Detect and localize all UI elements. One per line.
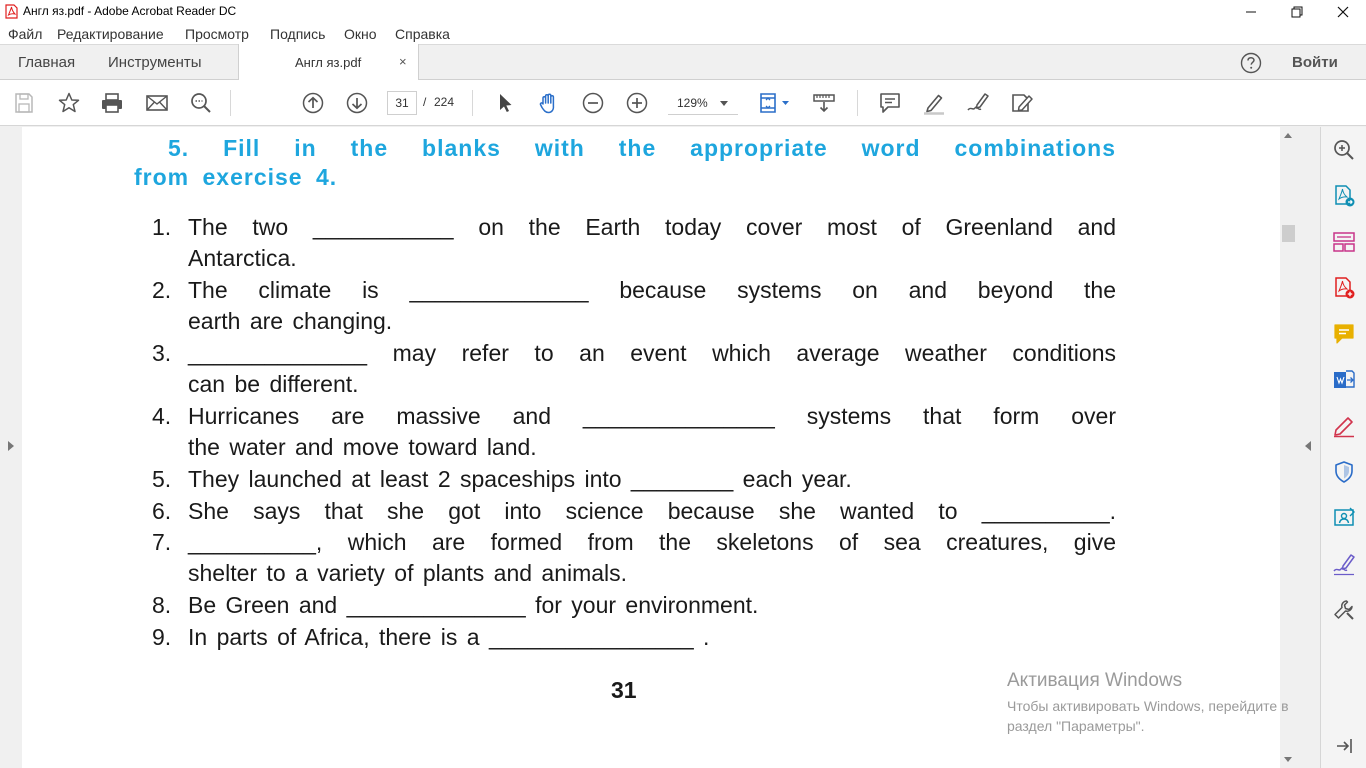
export-convert-icon[interactable] xyxy=(1332,368,1356,392)
scrolling-mode-icon[interactable] xyxy=(812,91,836,115)
item-text: In parts of Africa, there is a ________________ . xyxy=(188,624,710,650)
tab-document[interactable] xyxy=(238,44,419,81)
bookmark-star-icon[interactable] xyxy=(57,91,81,115)
windows-activation-title: Активация Windows xyxy=(1007,670,1183,691)
toolbar xyxy=(0,80,1366,126)
menu-view[interactable]: Просмотр xyxy=(185,26,249,42)
item-text: The two ___________ on the Earth today cover most of Greenland and xyxy=(188,214,1116,240)
windows-activation-line: раздел "Параметры". xyxy=(1007,718,1145,734)
toolbar-separator xyxy=(472,90,473,116)
protect-shield-icon[interactable] xyxy=(1332,460,1356,484)
fill-sign-icon[interactable] xyxy=(1010,91,1034,115)
page-fit-icon[interactable] xyxy=(757,91,791,115)
item-text: __________, which are formed from the skeletons of sea creatures, give xyxy=(188,529,1116,555)
zoom-select[interactable] xyxy=(668,91,738,115)
menu-window[interactable]: Окно xyxy=(344,26,377,42)
left-panel-toggle[interactable] xyxy=(0,127,22,768)
hand-tool-icon[interactable] xyxy=(537,91,561,115)
tab-bar xyxy=(0,44,1366,80)
organize-pages-icon[interactable] xyxy=(1332,230,1356,254)
restore-button[interactable] xyxy=(1274,0,1320,23)
previous-page-icon[interactable] xyxy=(301,91,325,115)
page-number-input[interactable]: 31 xyxy=(387,91,417,115)
create-pdf-icon[interactable] xyxy=(1332,276,1356,300)
exercise-heading-continued: from exercise 4. xyxy=(134,164,338,190)
tab-close-icon[interactable]: × xyxy=(399,54,407,69)
minimize-icon xyxy=(1245,6,1257,18)
item-number: 9. xyxy=(152,624,172,650)
minimize-button[interactable] xyxy=(1228,0,1274,23)
scrollbar-thumb[interactable] xyxy=(1282,225,1295,242)
item-text: the water and move toward land. xyxy=(188,434,537,460)
toolbar-separator xyxy=(857,90,858,116)
menu-bar xyxy=(0,23,1366,44)
zoom-out-icon[interactable] xyxy=(581,91,605,115)
help-icon[interactable] xyxy=(1240,52,1262,74)
vertical-scrollbar[interactable] xyxy=(1280,127,1297,768)
item-number: 3. xyxy=(152,340,172,366)
item-number: 1. xyxy=(152,214,172,240)
item-text: earth are changing. xyxy=(188,308,393,334)
menu-sign[interactable]: Подпись xyxy=(270,26,326,42)
item-number: 4. xyxy=(152,403,172,429)
comment-panel-icon[interactable] xyxy=(1332,322,1356,346)
toolbar-separator xyxy=(230,90,231,116)
email-icon[interactable] xyxy=(145,91,169,115)
right-panel-toggle[interactable] xyxy=(1297,127,1320,768)
send-review-icon[interactable] xyxy=(1332,506,1356,530)
item-text: They launched at least 2 spaceships into ________ each year. xyxy=(188,466,852,492)
highlight-pen-icon[interactable] xyxy=(922,91,946,115)
page-separator: / xyxy=(423,95,427,109)
windows-activation-line: Чтобы активировать Windows, перейдите в xyxy=(1007,698,1289,714)
zoom-value: 129% xyxy=(677,96,708,110)
search-icon[interactable] xyxy=(189,91,213,115)
select-cursor-icon[interactable] xyxy=(493,91,517,115)
item-text: ______________ may refer to an event which average weather conditions xyxy=(188,340,1116,366)
item-number: 6. xyxy=(152,498,172,524)
comment-icon[interactable] xyxy=(878,91,902,115)
tab-tools[interactable]: Инструменты xyxy=(108,54,202,71)
request-signature-icon[interactable] xyxy=(1332,552,1356,576)
item-text: can be different. xyxy=(188,371,359,397)
tab-document-label: Англ яз.pdf xyxy=(295,55,362,70)
menu-help[interactable]: Справка xyxy=(395,26,450,42)
print-icon[interactable] xyxy=(100,91,124,115)
draw-freehand-icon[interactable] xyxy=(966,91,990,115)
item-number: 5. xyxy=(152,466,172,492)
next-page-icon[interactable] xyxy=(345,91,369,115)
item-number: 7. xyxy=(152,529,172,555)
scroll-down-icon[interactable] xyxy=(1284,757,1292,762)
more-tools-icon[interactable] xyxy=(1332,598,1356,622)
item-number: 8. xyxy=(152,592,172,618)
menu-edit[interactable]: Редактирование xyxy=(57,26,164,42)
page-footer-number: 31 xyxy=(611,677,637,703)
total-pages: 224 xyxy=(434,95,455,109)
item-text: The climate is ______________ because systems on and beyond the xyxy=(188,277,1116,303)
right-tools-panel xyxy=(1320,127,1366,768)
search-zoom-icon[interactable] xyxy=(1332,138,1356,162)
windows-activation-text xyxy=(1007,696,1317,736)
fill-sign-panel-icon[interactable] xyxy=(1332,414,1356,438)
item-text: shelter to a variety of plants and animals. xyxy=(188,560,628,586)
scroll-up-icon[interactable] xyxy=(1284,133,1292,138)
export-pdf-icon[interactable] xyxy=(1332,184,1356,208)
title-bar xyxy=(0,0,1366,23)
zoom-in-icon[interactable] xyxy=(625,91,649,115)
collapse-panel-icon[interactable] xyxy=(1332,734,1356,758)
save-icon[interactable] xyxy=(12,91,36,115)
chevron-down-icon xyxy=(720,101,728,106)
window-title: Англ яз.pdf - Adobe Acrobat Reader DC xyxy=(23,4,237,18)
restore-icon xyxy=(1291,6,1303,18)
item-text: Antarctica. xyxy=(188,245,297,271)
login-button[interactable]: Войти xyxy=(1292,54,1338,71)
exercise-heading: 5. Fill in the blanks with the appropriate word combinations xyxy=(168,135,1116,161)
item-text: Be Green and ______________ for your environment. xyxy=(188,592,759,618)
item-number: 2. xyxy=(152,277,172,303)
close-window-button[interactable] xyxy=(1320,0,1366,23)
chevron-left-icon xyxy=(1305,441,1311,451)
item-text: She says that she got into science because she wanted to __________. xyxy=(188,498,1116,524)
tab-home[interactable]: Главная xyxy=(18,54,76,71)
chevron-right-icon xyxy=(8,441,14,451)
item-text: Hurricanes are massive and _______________ systems that form over xyxy=(188,403,1116,429)
menu-file[interactable]: Файл xyxy=(8,26,43,42)
close-icon xyxy=(1337,6,1349,18)
acrobat-pdf-icon xyxy=(5,4,18,19)
